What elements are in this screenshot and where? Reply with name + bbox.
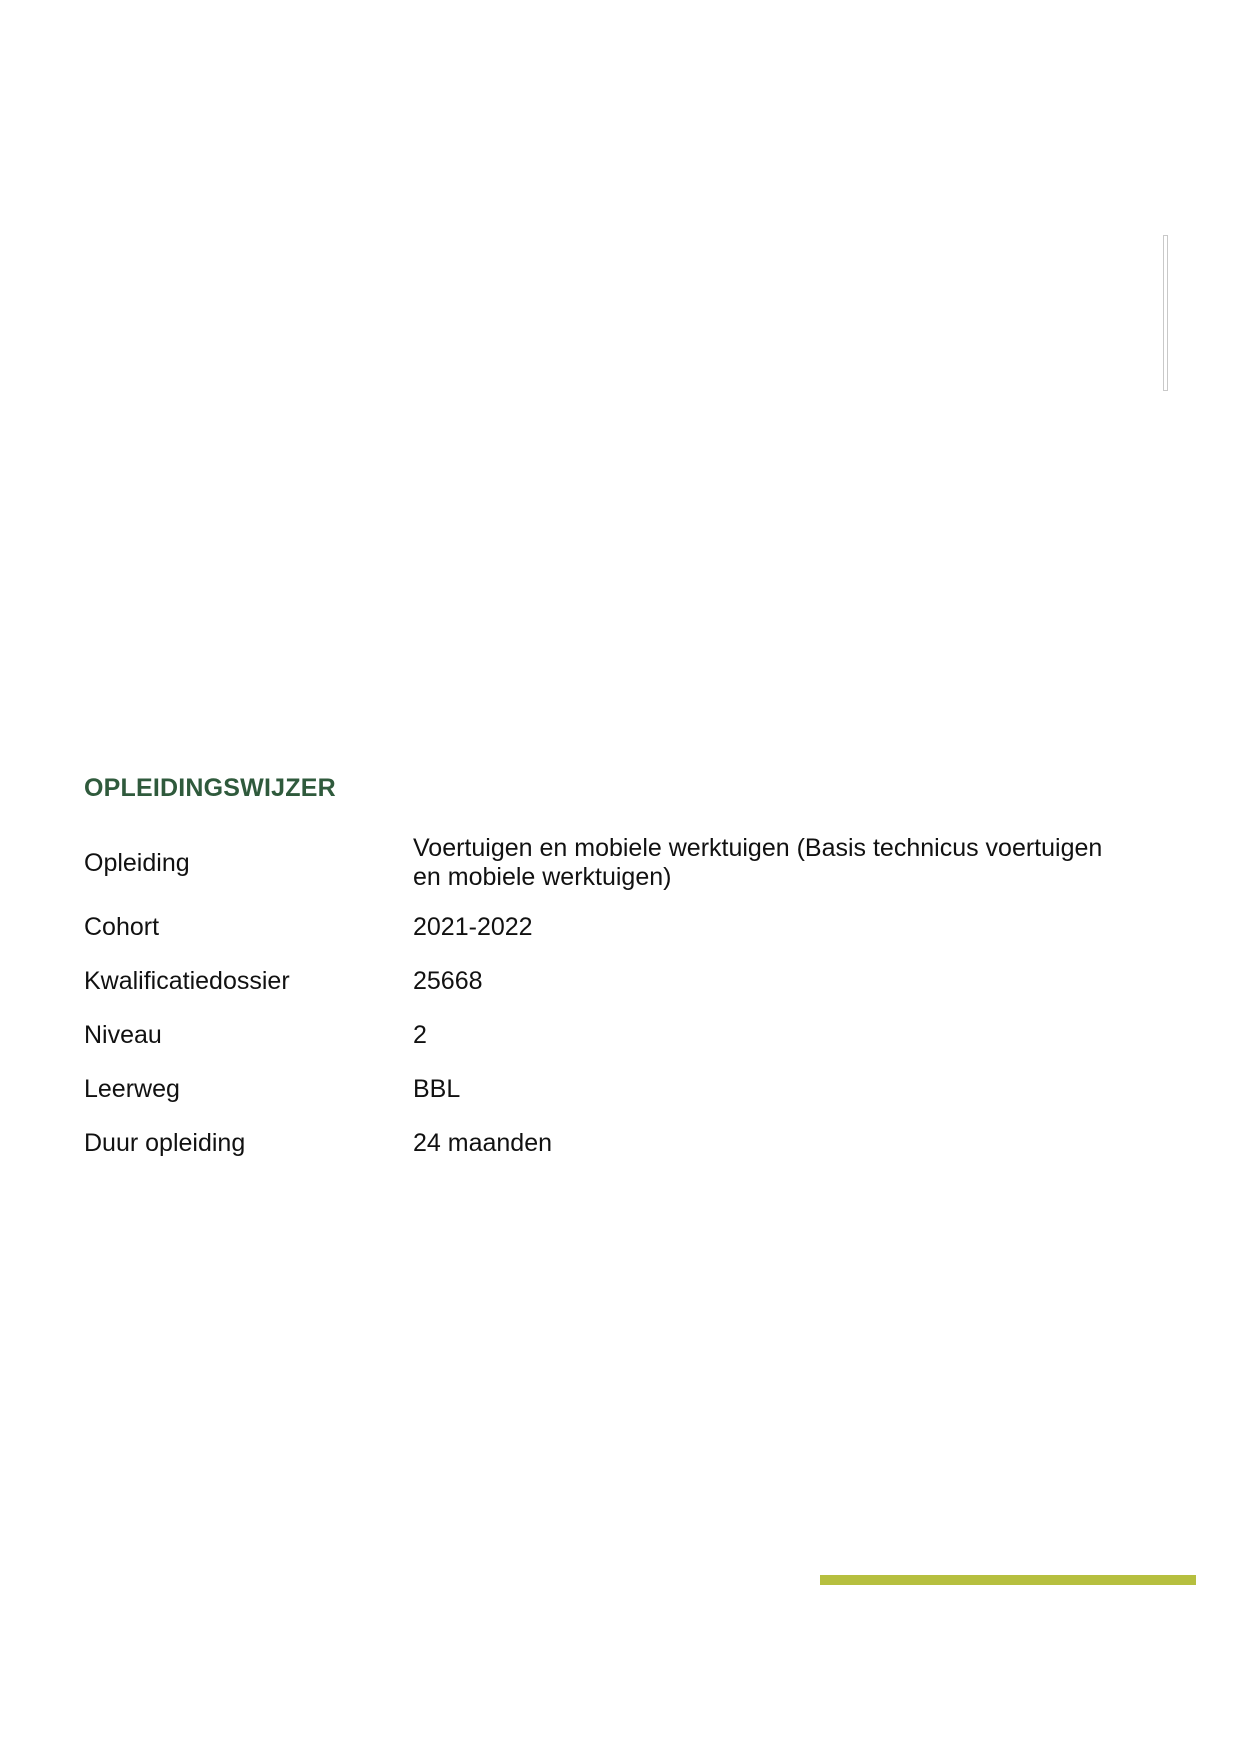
value-duur-opleiding: 24 maanden <box>413 1128 553 1157</box>
label-opleiding: Opleiding <box>84 848 190 877</box>
info-row-niveau <box>84 1008 1104 1062</box>
label-niveau: Niveau <box>84 1020 162 1049</box>
side-marker <box>1163 235 1168 391</box>
info-row-kwalificatiedossier <box>84 954 1104 1008</box>
info-row-opleiding <box>84 826 1110 900</box>
label-cohort: Cohort <box>84 912 160 941</box>
info-row-duur-opleiding <box>84 1116 1104 1170</box>
value-leerweg: BBL <box>413 1074 461 1103</box>
info-row-leerweg <box>84 1062 1104 1116</box>
value-niveau: 2 <box>413 1020 427 1049</box>
label-leerweg: Leerweg <box>84 1074 180 1103</box>
document-title: OPLEIDINGSWIJZER <box>84 774 336 802</box>
accent-bar <box>820 1575 1196 1585</box>
label-kwalificatiedossier: Kwalificatiedossier <box>84 966 290 995</box>
value-cohort: 2021-2022 <box>413 912 533 941</box>
label-duur-opleiding: Duur opleiding <box>84 1128 246 1157</box>
info-row-cohort <box>84 900 1104 954</box>
info-table <box>84 826 1110 1170</box>
value-opleiding: Voertuigen en mobiele werktuigen (Basis technicus voertuigen en mobiele werktuigen) <box>413 834 1110 891</box>
value-kwalificatiedossier: 25668 <box>413 966 483 995</box>
